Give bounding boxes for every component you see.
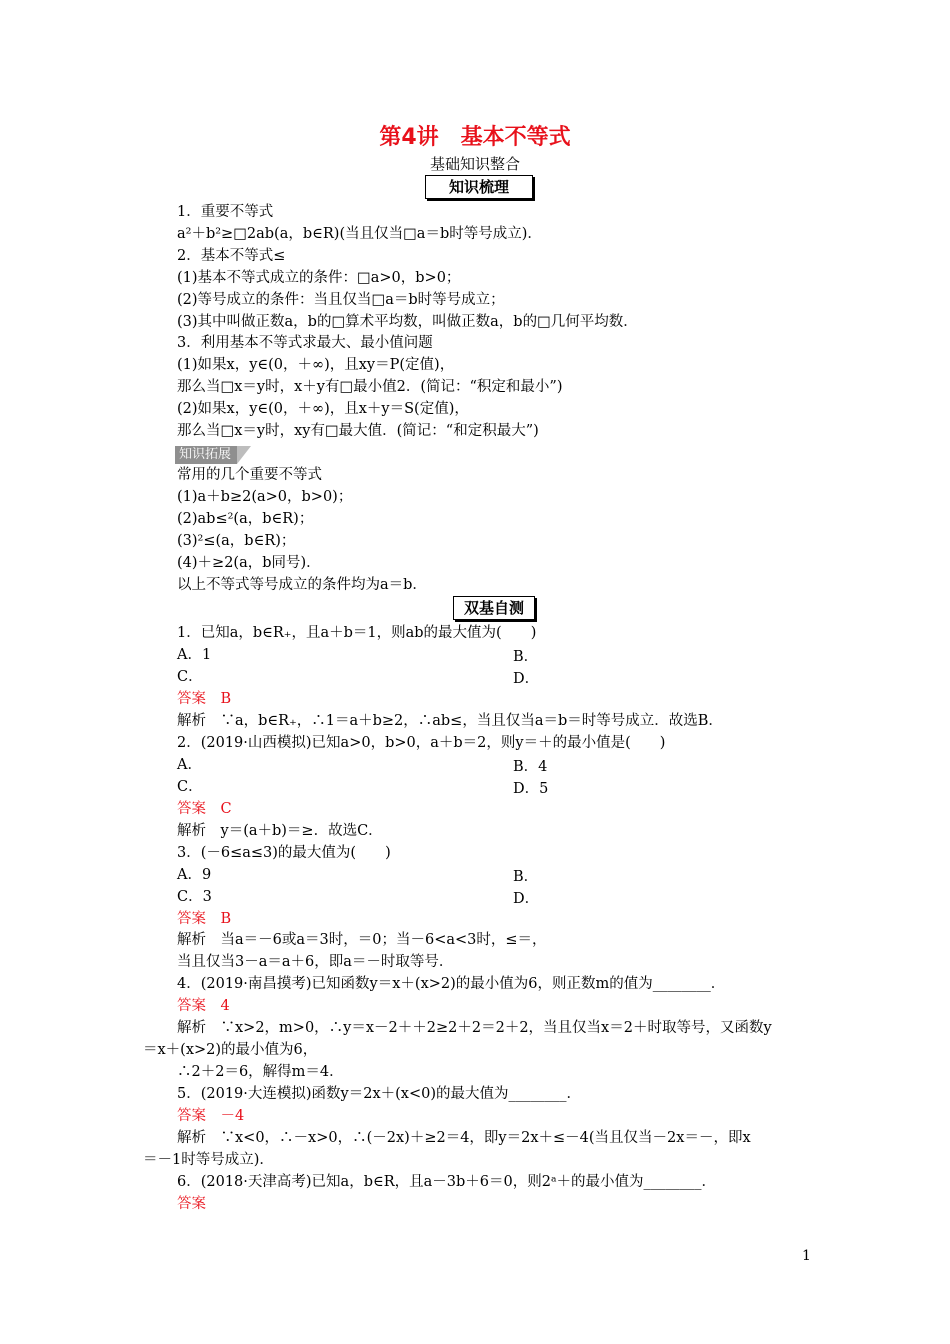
analysis: 解析 y＝(a＋b)＝≥．故选C． bbox=[177, 823, 383, 839]
page-number: 1 bbox=[802, 1248, 811, 1264]
text-line: 那么当□x＝y时，xy有□最大值．(简记：“和定积最大”) bbox=[177, 423, 539, 439]
page-subtitle: 基础知识整合 bbox=[429, 155, 520, 173]
answer: 答案 4 bbox=[177, 998, 230, 1014]
answer: 答案 B bbox=[177, 911, 232, 927]
analysis: 当且仅当3－a＝a＋6，即a＝－时取等号． bbox=[177, 954, 454, 970]
option: A．9 bbox=[177, 867, 212, 883]
analysis: 解析 当a＝－6或a＝3时，＝0；当－6<a<3时，≤＝， bbox=[177, 932, 547, 948]
text-line: (2)如果x，y∈(0，＋∞)，且x＋y＝S(定值)， bbox=[177, 401, 469, 417]
analysis: 解析 ∵x>2，m>0，∴y＝x－2＋＋2≥2＋2＝2＋2，当且仅当x＝2＋时取等号，又函数y bbox=[177, 1020, 772, 1036]
question: 4．(2019·南昌摸考)已知函数y＝x＋(x>2)的最小值为6，则正数m的值为________． bbox=[177, 976, 726, 992]
answer: 答案 C bbox=[177, 801, 232, 817]
analysis: 解析 ∵a，b∈R₊，∴1＝a＋b≥2，∴ab≤，当且仅当a＝b＝时等号成立．故选B． bbox=[177, 713, 723, 729]
option: C． bbox=[177, 779, 203, 795]
text-line: 那么当□x＝y时，x＋y有□最小值2．(简记：“积定和最小”) bbox=[177, 379, 563, 395]
answer: 答案 bbox=[177, 1196, 206, 1212]
analysis: ＝－1时等号成立)． bbox=[143, 1152, 274, 1168]
analysis: ＝x＋(x>2)的最小值为6， bbox=[143, 1042, 318, 1058]
analysis: 解析 ∵x<0，∴－x>0，∴(－2x)＋≥2＝4，即y＝2x＋≤－4(当且仅当－2x＝－，即x bbox=[177, 1130, 751, 1146]
question: 1．已知a，b∈R₊，且a＋b＝1，则ab的最大值为( ) bbox=[177, 625, 537, 641]
option: C．3 bbox=[177, 889, 212, 905]
text-line: (4)＋≥2(a，b同号)． bbox=[177, 555, 321, 571]
text-line: (1)基本不等式成立的条件：□a>0，b>0； bbox=[177, 270, 461, 286]
text-line: 2．基本不等式≤ bbox=[177, 248, 286, 264]
option: C． bbox=[177, 669, 203, 685]
option: B． bbox=[513, 649, 539, 665]
option: B．4 bbox=[513, 759, 548, 775]
option: B． bbox=[513, 869, 539, 885]
text-line: (1)a＋b≥2(a>0，b>0)； bbox=[177, 489, 353, 505]
question: 2．(2019·山西模拟)已知a>0，b>0，a＋b＝2，则y＝＋的最小值是( ) bbox=[177, 735, 666, 751]
text-line: (2)等号成立的条件：当且仅当□a＝b时等号成立； bbox=[177, 292, 505, 308]
text-line: (2)ab≤²(a，b∈R)； bbox=[177, 511, 314, 527]
analysis: ∴2＋2＝6，解得m＝4． bbox=[177, 1064, 344, 1080]
text-line: (1)如果x，y∈(0，＋∞)，且xy＝P(定值)， bbox=[177, 357, 455, 373]
text-line: a²＋b²≥□2ab(a，b∈R)(当且仅当□a＝b时等号成立)． bbox=[177, 226, 542, 242]
text-line: 常用的几个重要不等式 bbox=[177, 467, 322, 483]
page-title: 第4讲 基本不等式 bbox=[379, 125, 571, 150]
knowledge-extension-badge: 知识拓展 bbox=[175, 446, 255, 464]
text-line: 3．利用基本不等式求最大、最小值问题 bbox=[177, 335, 433, 351]
answer: 答案 －4 bbox=[177, 1108, 245, 1124]
option: D． bbox=[513, 891, 540, 907]
option: A．1 bbox=[177, 647, 212, 663]
question: 3．(－6≤a≤3)的最大值为( ) bbox=[177, 845, 391, 861]
section-heading-self-test: 双基自测 bbox=[453, 596, 535, 620]
text-line: (3)其中叫做正数a，b的□算术平均数，叫做正数a，b的□几何平均数． bbox=[177, 314, 638, 330]
text-line: 以上不等式等号成立的条件均为a＝b． bbox=[177, 577, 427, 593]
option: D．5 bbox=[513, 781, 549, 797]
option: D． bbox=[513, 671, 540, 687]
question: 6．(2018·天津高考)已知a，b∈R，且a－3b＋6＝0，则2ᵃ＋的最小值为________． bbox=[177, 1174, 717, 1190]
section-heading-knowledge: 知识梳理 bbox=[425, 175, 533, 199]
option: A． bbox=[177, 757, 202, 773]
question: 5．(2019·大连模拟)函数y＝2x＋(x<0)的最大值为________． bbox=[177, 1086, 582, 1102]
answer: 答案 B bbox=[177, 691, 232, 707]
text-line: 1．重要不等式 bbox=[177, 204, 274, 220]
text-line: (3)²≤(a，b∈R)； bbox=[177, 533, 296, 549]
